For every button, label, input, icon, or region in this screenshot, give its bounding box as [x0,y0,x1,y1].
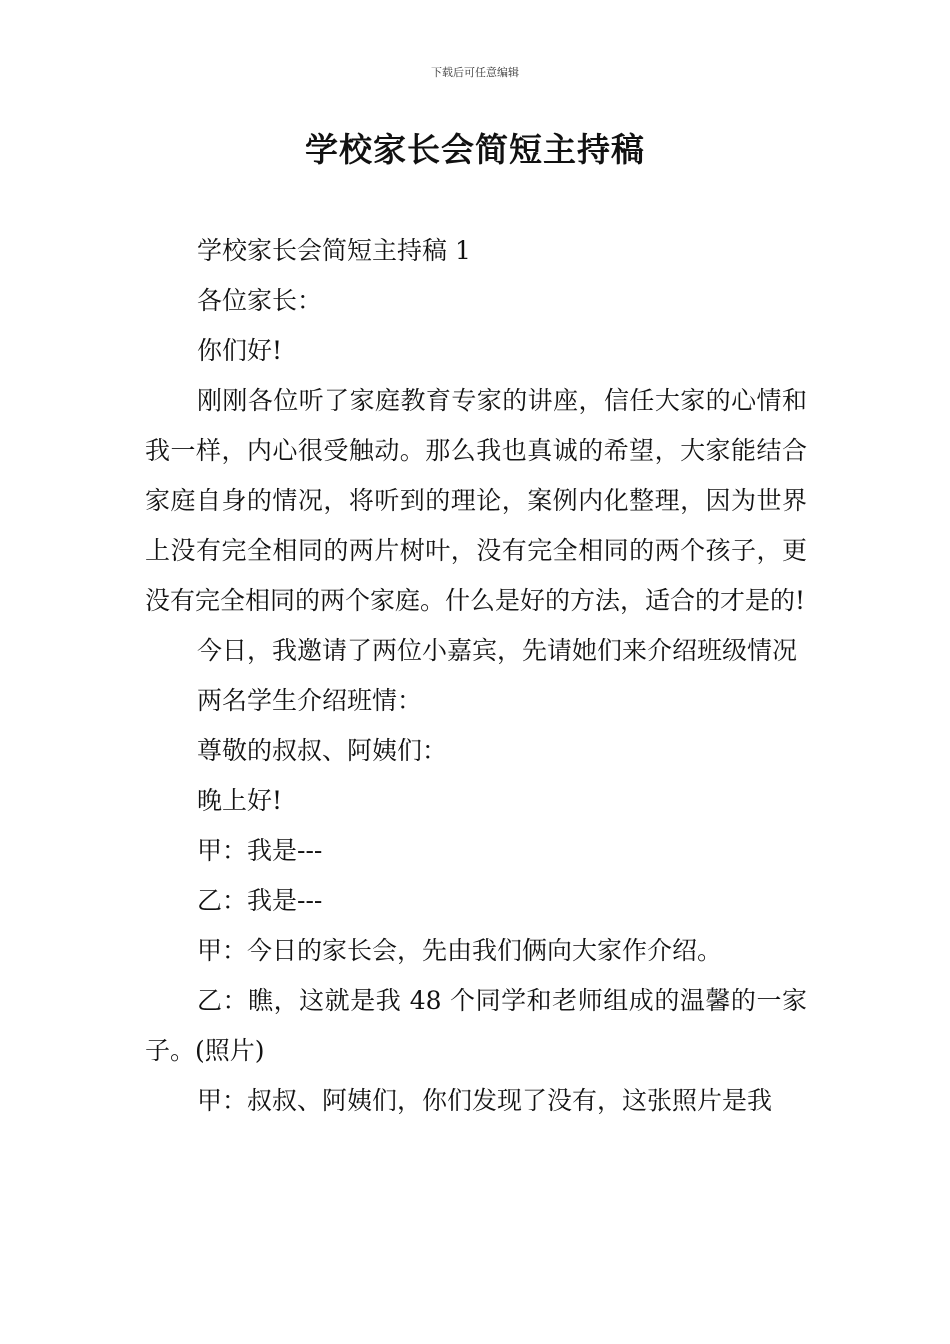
paragraph: 甲：今日的家长会，先由我们俩向大家作介绍。 [197,936,723,965]
document-title: 学校家长会简短主持稿 [305,130,645,169]
paragraph: 学校家长会简短主持稿 1 [197,236,471,265]
paragraph: 你们好! [197,336,283,365]
paragraph: 乙：我是--- [197,886,323,915]
paragraph: 今日，我邀请了两位小嘉宾，先请她们来介绍班级情况 [197,636,798,665]
paragraph: 尊敬的叔叔、阿姨们： [197,736,448,765]
paragraph: 刚刚各位听了家庭教育专家的讲座，信任大家的心情和我一样，内心很受触动。那么我也真诚的希望，大家能结合家庭自身的情况，将听到的理论，案例内化整理，因为世界上没有完全相同的两片树叶，没有完全相同的两个孩子，更没有完全相同的两个家庭。什么是好的方法，适合的才是的! [145,386,807,615]
paragraph: 各位家长： [197,286,323,315]
header-note: 下载后可任意编辑 [431,66,519,79]
paragraph: 晚上好! [197,786,283,815]
paragraph: 甲：我是--- [197,836,323,865]
paragraph: 甲：叔叔、阿姨们，你们发现了没有，这张照片是我 [197,1086,773,1115]
paragraph: 两名学生介绍班情： [197,686,423,715]
document-body [145,226,807,1126]
paragraph: 乙：瞧，这就是我 48 个同学和老师组成的温馨的一家子。(照片) [145,986,807,1065]
